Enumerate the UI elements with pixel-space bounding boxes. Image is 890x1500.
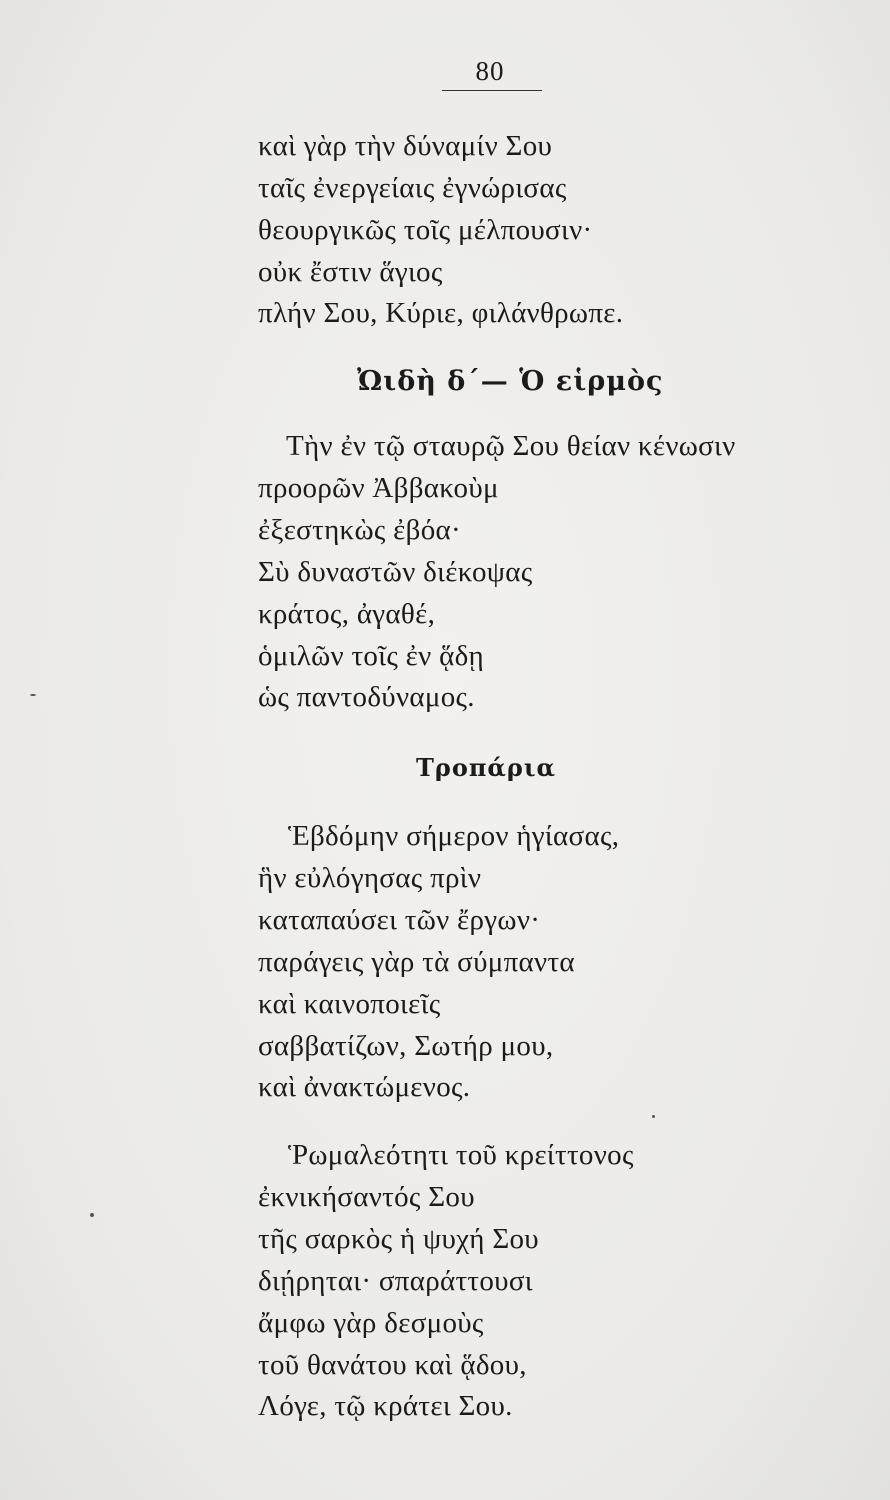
- stanza4-line-2: ἐκνικήσαντός Σου: [258, 1181, 475, 1213]
- stanza3-line-1: Ἑβδόμην σήμερον ἡγίασας,: [288, 820, 620, 852]
- print-speck: [652, 1115, 655, 1118]
- page-number: 80: [475, 56, 505, 86]
- stanza2-line-5: κράτος, ἀγαθέ,: [258, 598, 436, 630]
- stanza3-line-6: σαββατίζων, Σωτήρ μου,: [258, 1030, 554, 1062]
- stanza3-line-7: καὶ ἀνακτώμενος.: [258, 1071, 471, 1103]
- ode-heading: Ὠιδὴ δ΄— Ὁ εἱρμὸς: [357, 366, 664, 397]
- stanza3-line-4: παράγεις γὰρ τὰ σύμπαντα: [258, 946, 575, 978]
- stanza2-line-3: ἐξεστηκὼς ἐβόα·: [258, 514, 461, 546]
- stanza2-line-1: Τὴν ἐν τῷ σταυρῷ Σου θείαν κένωσιν: [286, 430, 736, 462]
- stanza3-line-3: καταπαύσει τῶν ἔργων·: [258, 904, 541, 936]
- stanza2-line-6: ὁμιλῶν τοῖς ἐν ᾅδῃ: [258, 640, 485, 672]
- stanza4-line-7: Λόγε, τῷ κράτει Σου.: [258, 1390, 513, 1422]
- stanza4-line-1: Ῥωμαλεότητι τοῦ κρείττονος: [288, 1139, 634, 1171]
- stanza4-line-5: ἄμφω γὰρ δεσμοὺς: [258, 1307, 484, 1339]
- print-speck: [90, 1213, 94, 1217]
- print-speck: [30, 694, 36, 696]
- stanza4-line-4: διῄρηται· σπαράττουσι: [258, 1265, 533, 1297]
- stanza1-line-5: πλήν Σου, Κύριε, φιλάνθρωπε.: [258, 297, 624, 329]
- stanza2-line-2: προορῶν Ἀββακοὺμ: [258, 472, 499, 504]
- stanza2-line-7: ὡς παντοδύναμος.: [258, 681, 475, 713]
- stanza4-line-3: τῆς σαρκὸς ἡ ψυχή Σου: [258, 1223, 539, 1255]
- stanza4-line-6: τοῦ θανάτου καὶ ᾅδου,: [258, 1349, 527, 1381]
- stanza1-line-1: καὶ γὰρ τὴν δύναμίν Σου: [258, 130, 553, 162]
- stanza3-line-2: ἣν εὐλόγησας πρὶν: [258, 862, 482, 894]
- page-number-rule: [442, 90, 542, 91]
- troparia-heading: Τροπάρια: [416, 753, 556, 782]
- stanza2-line-4: Σὺ δυναστῶν διέκοψας: [258, 556, 533, 588]
- stanza1-line-4: οὐκ ἔστιν ἅγιος: [258, 256, 443, 288]
- stanza1-line-2: ταῖς ἐνεργείαις ἐγνώρισας: [258, 172, 567, 204]
- stanza1-line-3: θεουργικῶς τοῖς μέλπουσιν·: [258, 214, 593, 246]
- stanza3-line-5: καὶ καινοποιεῖς: [258, 988, 441, 1020]
